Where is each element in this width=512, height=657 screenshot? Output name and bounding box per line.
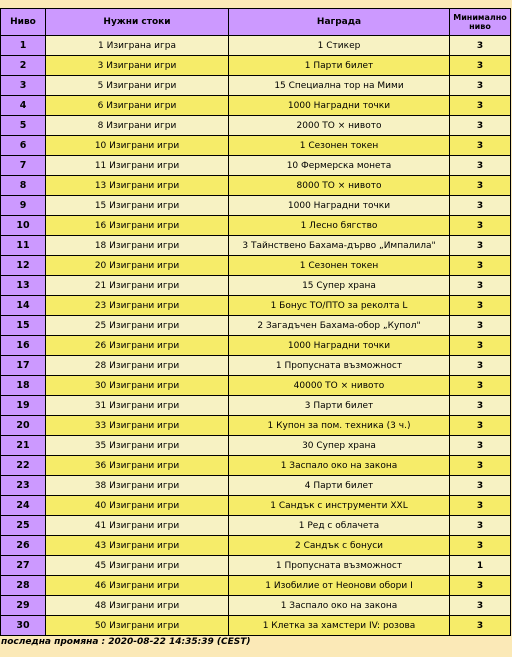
table-row [1,376,511,396]
table-row [1,156,511,176]
min-level-cell: 3 [450,436,511,456]
level-cell: 21 [1,436,46,456]
items-cell: 25 Изиграни игри [46,316,229,336]
reward-cell: 1000 Наградни точки [229,196,450,216]
min-level-cell: 3 [450,136,511,156]
table-row [1,356,511,376]
min-level-cell: 3 [450,316,511,336]
reward-cell: 3 Парти билет [229,396,450,416]
level-cell: 5 [1,116,46,136]
min-level-cell: 3 [450,36,511,56]
items-cell: 43 Изиграни игри [46,536,229,556]
level-cell: 30 [1,616,46,636]
table-row [1,36,511,56]
reward-cell: 1000 Наградни точки [229,336,450,356]
items-cell: 26 Изиграни игри [46,336,229,356]
items-cell: 21 Изиграни игри [46,276,229,296]
reward-cell: 2 Сандък с бонуси [229,536,450,556]
table-row [1,296,511,316]
level-cell: 22 [1,456,46,476]
items-cell: 15 Изиграни игри [46,196,229,216]
reward-cell: 1 Парти билет [229,56,450,76]
items-cell: 41 Изиграни игри [46,516,229,536]
min-level-cell: 3 [450,516,511,536]
reward-cell: 1 Пропусната възможност [229,356,450,376]
items-cell: 45 Изиграни игри [46,556,229,576]
level-cell: 6 [1,136,46,156]
level-cell: 12 [1,256,46,276]
min-level-cell: 3 [450,256,511,276]
items-cell: 28 Изиграни игри [46,356,229,376]
table-row [1,216,511,236]
table-row [1,616,511,636]
table-row [1,176,511,196]
table-row [1,76,511,96]
level-cell: 10 [1,216,46,236]
table-row [1,416,511,436]
reward-cell: 15 Супер храна [229,276,450,296]
rewards-table [0,8,511,636]
level-cell: 26 [1,536,46,556]
items-cell: 1 Изиграна игра [46,36,229,56]
table-row [1,316,511,336]
header-min-level: Минимално ниво [450,9,511,36]
reward-cell: 1 Купон за пом. техника (3 ч.) [229,416,450,436]
min-level-cell: 3 [450,196,511,216]
level-cell: 9 [1,196,46,216]
table-header-row [1,9,511,36]
min-level-cell: 3 [450,416,511,436]
table-row [1,436,511,456]
reward-cell: 1 Сезонен токен [229,136,450,156]
table-row [1,536,511,556]
table-row [1,116,511,136]
reward-cell: 8000 ТО × нивото [229,176,450,196]
min-level-cell: 3 [450,396,511,416]
level-cell: 2 [1,56,46,76]
level-cell: 28 [1,576,46,596]
reward-cell: 1 Сезонен токен [229,256,450,276]
items-cell: 18 Изиграни игри [46,236,229,256]
header-level: Ниво [1,9,46,36]
min-level-cell: 3 [450,96,511,116]
table-row [1,556,511,576]
reward-cell: 1 Клетка за хамстери IV: розова [229,616,450,636]
table-row [1,516,511,536]
items-cell: 10 Изиграни игри [46,136,229,156]
table-row [1,456,511,476]
level-cell: 16 [1,336,46,356]
min-level-cell: 3 [450,336,511,356]
table-row [1,136,511,156]
items-cell: 36 Изиграни игри [46,456,229,476]
level-cell: 1 [1,36,46,56]
min-level-cell: 3 [450,596,511,616]
table-row [1,276,511,296]
items-cell: 40 Изиграни игри [46,496,229,516]
reward-cell: 30 Супер храна [229,436,450,456]
rewards-table-container [0,8,510,636]
header-reward: Награда [229,9,450,36]
reward-cell: 10 Фермерска монета [229,156,450,176]
table-body [1,36,511,636]
reward-cell: 1 Изобилие от Неонови обори I [229,576,450,596]
level-cell: 8 [1,176,46,196]
items-cell: 33 Изиграни игри [46,416,229,436]
min-level-cell: 3 [450,156,511,176]
level-cell: 3 [1,76,46,96]
items-cell: 30 Изиграни игри [46,376,229,396]
items-cell: 23 Изиграни игри [46,296,229,316]
reward-cell: 15 Специална тор на Мими [229,76,450,96]
header-items: Нужни стоки [46,9,229,36]
level-cell: 18 [1,376,46,396]
reward-cell: 1 Ред с облачета [229,516,450,536]
reward-cell: 40000 ТО × нивото [229,376,450,396]
table-row [1,236,511,256]
items-cell: 35 Изиграни игри [46,436,229,456]
items-cell: 31 Изиграни игри [46,396,229,416]
table-row [1,496,511,516]
level-cell: 25 [1,516,46,536]
reward-cell: 1 Заспало око на закона [229,456,450,476]
items-cell: 3 Изиграни игри [46,56,229,76]
table-row [1,96,511,116]
table-row [1,396,511,416]
last-modified-footer: последна промяна : 2020-08-22 14:35:39 (CEST) [1,637,251,647]
items-cell: 16 Изиграни игри [46,216,229,236]
level-cell: 24 [1,496,46,516]
min-level-cell: 1 [450,556,511,576]
level-cell: 14 [1,296,46,316]
min-level-cell: 3 [450,536,511,556]
reward-cell: 4 Парти билет [229,476,450,496]
level-cell: 29 [1,596,46,616]
table-row [1,596,511,616]
items-cell: 48 Изиграни игри [46,596,229,616]
items-cell: 11 Изиграни игри [46,156,229,176]
level-cell: 4 [1,96,46,116]
min-level-cell: 3 [450,76,511,96]
level-cell: 19 [1,396,46,416]
reward-cell: 3 Тайнствено Бахама-дърво „Импалила" [229,236,450,256]
items-cell: 20 Изиграни игри [46,256,229,276]
items-cell: 8 Изиграни игри [46,116,229,136]
reward-cell: 1 Сандък с инструменти XXL [229,496,450,516]
table-row [1,336,511,356]
min-level-cell: 3 [450,476,511,496]
table-row [1,576,511,596]
reward-cell: 2 Загадъчен Бахама-обор „Купол" [229,316,450,336]
min-level-cell: 3 [450,576,511,596]
items-cell: 5 Изиграни игри [46,76,229,96]
level-cell: 17 [1,356,46,376]
min-level-cell: 3 [450,176,511,196]
items-cell: 6 Изиграни игри [46,96,229,116]
min-level-cell: 3 [450,496,511,516]
reward-cell: 1 Лесно бягство [229,216,450,236]
items-cell: 13 Изиграни игри [46,176,229,196]
min-level-cell: 3 [450,376,511,396]
level-cell: 15 [1,316,46,336]
table-row [1,476,511,496]
items-cell: 38 Изиграни игри [46,476,229,496]
level-cell: 7 [1,156,46,176]
level-cell: 23 [1,476,46,496]
min-level-cell: 3 [450,456,511,476]
items-cell: 46 Изиграни игри [46,576,229,596]
level-cell: 13 [1,276,46,296]
level-cell: 27 [1,556,46,576]
reward-cell: 1000 Наградни точки [229,96,450,116]
reward-cell: 1 Заспало око на закона [229,596,450,616]
table-row [1,56,511,76]
min-level-cell: 3 [450,276,511,296]
min-level-cell: 3 [450,56,511,76]
reward-cell: 1 Пропусната възможност [229,556,450,576]
table-row [1,196,511,216]
reward-cell: 1 Бонус ТО/ПТО за реколта L [229,296,450,316]
reward-cell: 2000 ТО × нивото [229,116,450,136]
min-level-cell: 3 [450,236,511,256]
min-level-cell: 3 [450,216,511,236]
min-level-cell: 3 [450,356,511,376]
min-level-cell: 3 [450,616,511,636]
min-level-cell: 3 [450,296,511,316]
min-level-cell: 3 [450,116,511,136]
reward-cell: 1 Стикер [229,36,450,56]
table-row [1,256,511,276]
level-cell: 20 [1,416,46,436]
items-cell: 50 Изиграни игри [46,616,229,636]
level-cell: 11 [1,236,46,256]
